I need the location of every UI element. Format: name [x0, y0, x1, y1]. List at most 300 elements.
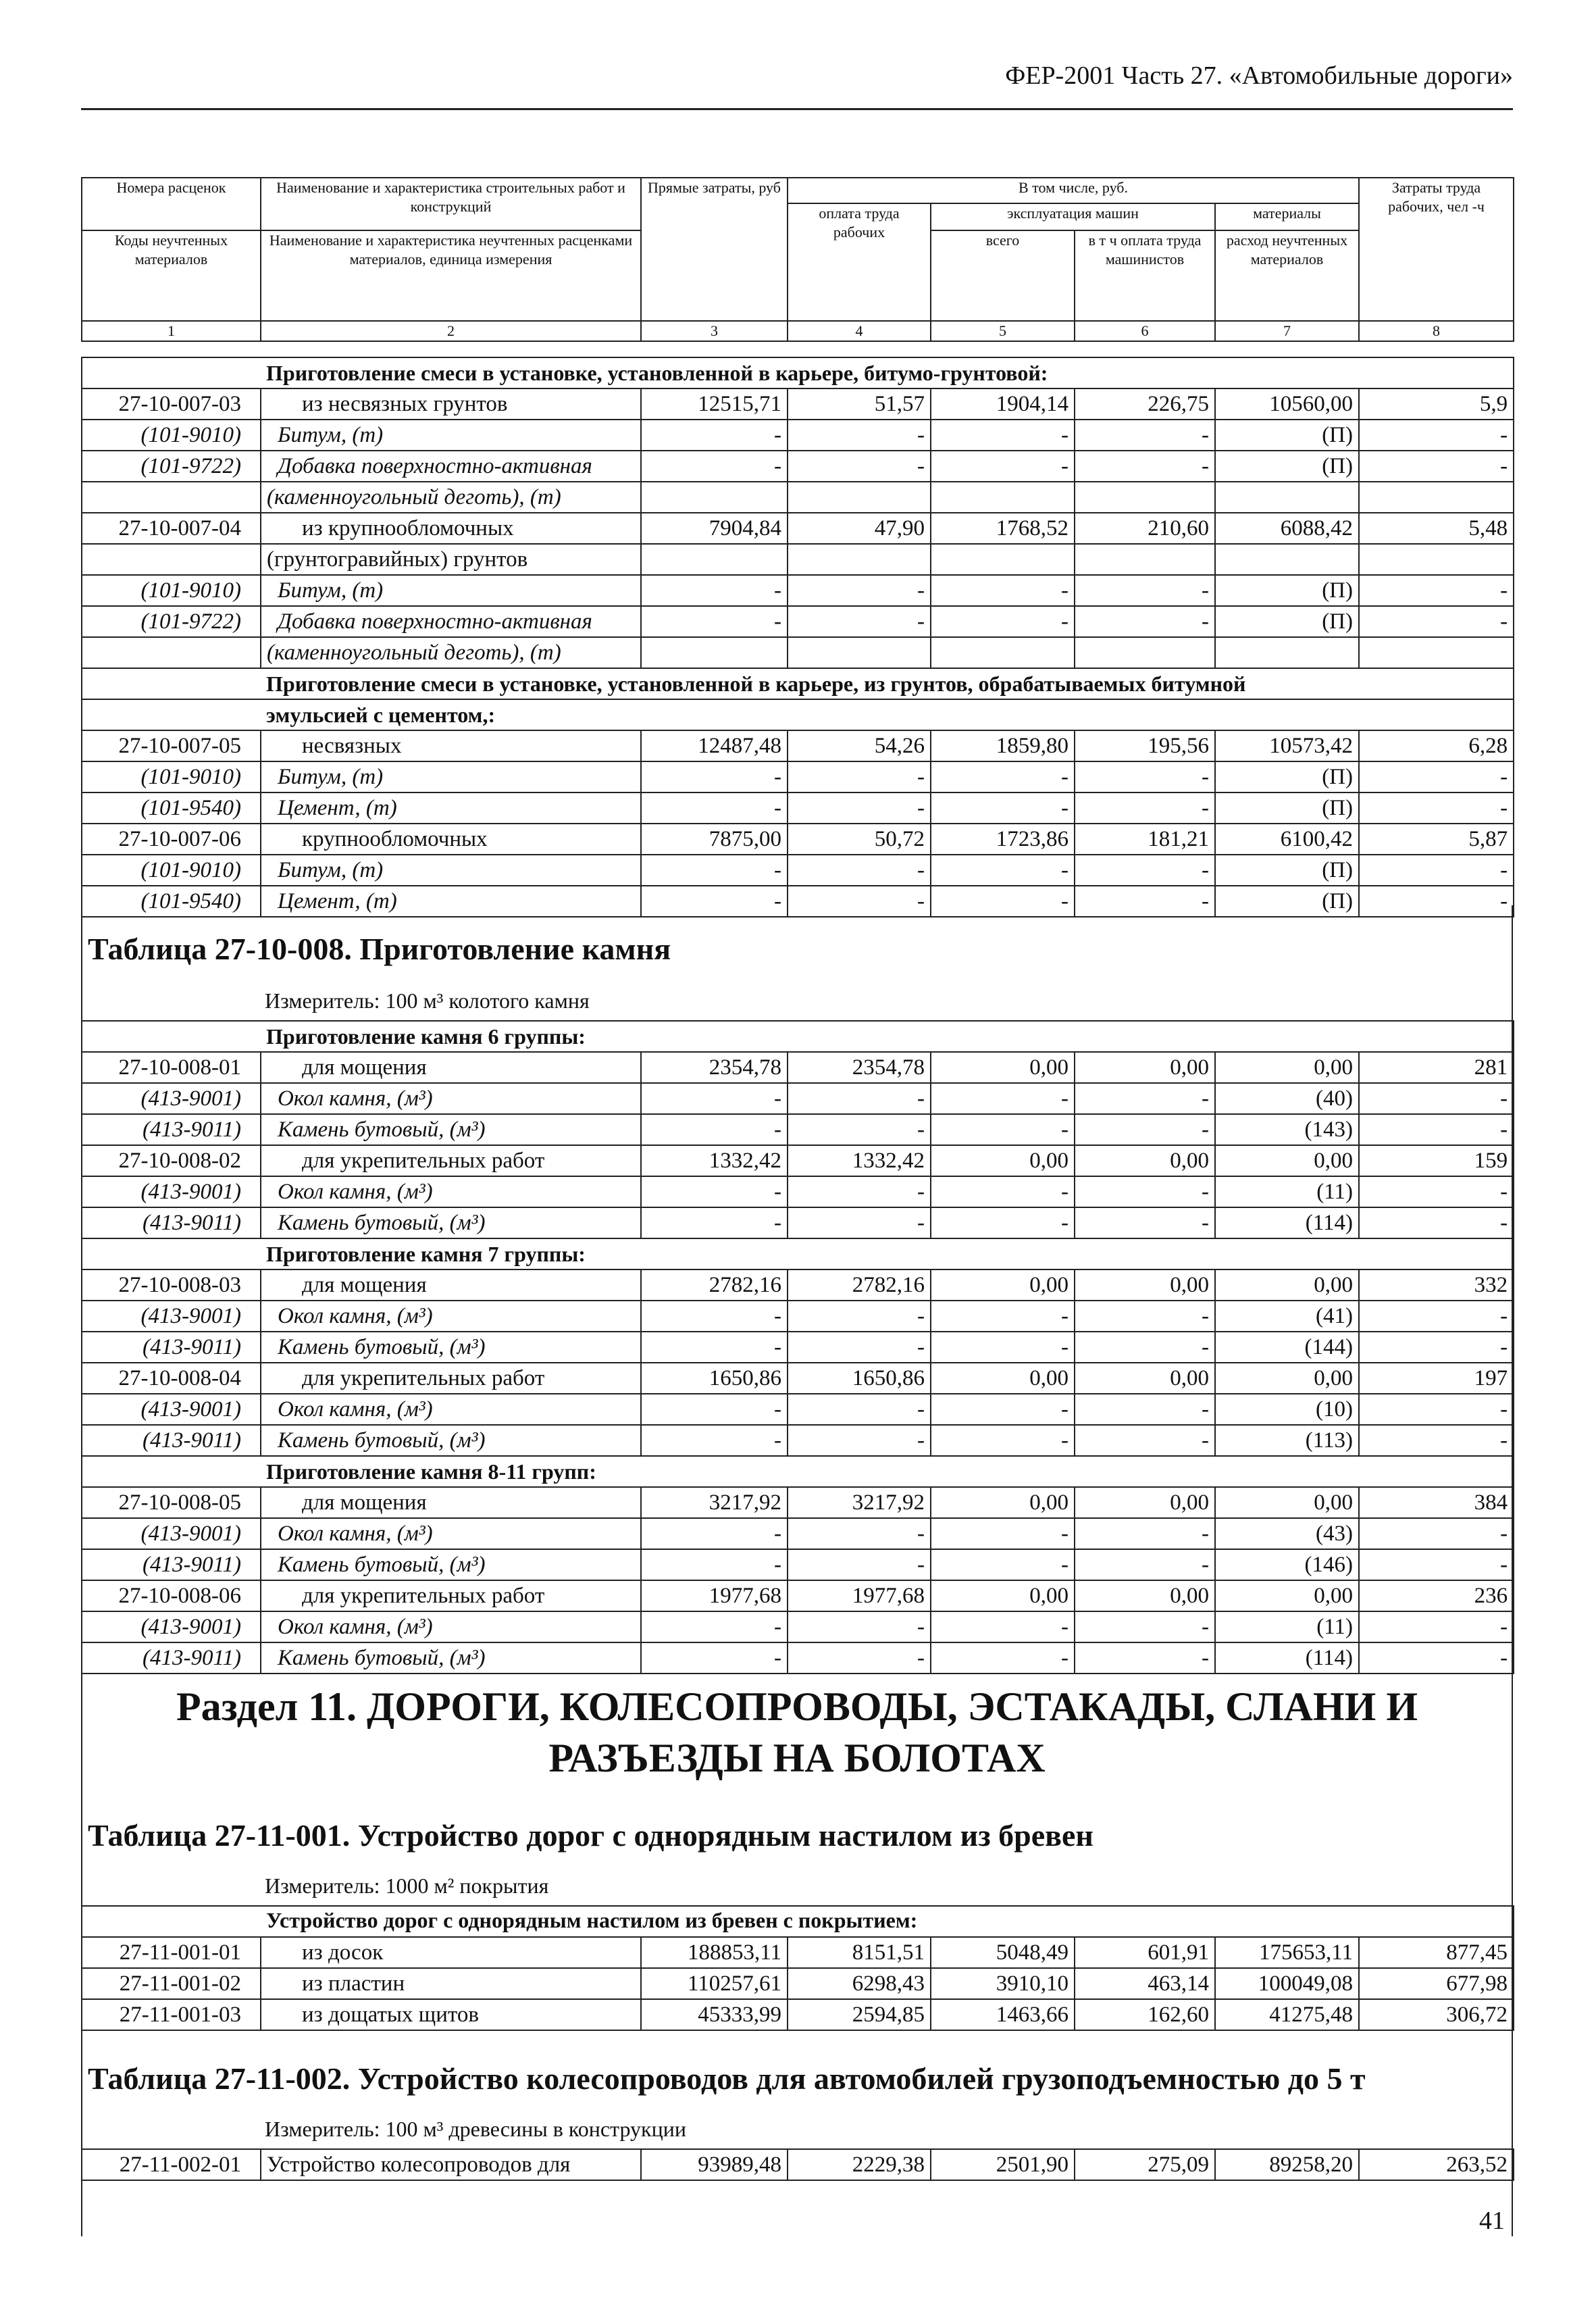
- hdr-material-names: Наименование и характеристика неучтенных расценками материалов, единица измерения: [261, 230, 641, 321]
- table-cell: 306,72: [1359, 1999, 1514, 2030]
- table-cell: -: [1075, 1332, 1215, 1363]
- table-cell: -: [641, 1642, 788, 1674]
- table-cell: -: [931, 1394, 1075, 1425]
- table-cell: (грунтогравийных) грунтов: [261, 544, 641, 575]
- table-cell: 1768,52: [931, 513, 1075, 544]
- table-cell: -: [931, 793, 1075, 824]
- table-cell: 332: [1359, 1269, 1514, 1301]
- table-cell: 0,00: [931, 1580, 1075, 1611]
- table-cell: (каменноугольный деготь), (т): [261, 637, 641, 668]
- table-cell: 175653,11: [1215, 1937, 1359, 1968]
- table-cell: -: [1359, 575, 1514, 606]
- table-row: [82, 1269, 1514, 1301]
- table-cell: 1332,42: [641, 1145, 788, 1176]
- table-27-11-001: [81, 1905, 1514, 2031]
- table-cell: -: [788, 575, 931, 606]
- table-cell: 8151,51: [788, 1937, 931, 1968]
- table-cell: (413-9011): [82, 1549, 261, 1580]
- table-cell: 93989,48: [641, 2149, 788, 2180]
- table-cell: 1977,68: [788, 1580, 931, 1611]
- table-row: [82, 1301, 1514, 1332]
- table-row: [82, 1363, 1514, 1394]
- table-cell: 8: [1359, 321, 1514, 341]
- table-cell: Битум, (т): [261, 761, 641, 793]
- table-cell: 7: [1215, 321, 1359, 341]
- table-cell: 5048,49: [931, 1937, 1075, 1968]
- section-heading: Устройство дорог с однорядным настилом из бревен с покрытием:: [261, 1906, 1514, 1937]
- table-cell: 0,00: [1075, 1363, 1215, 1394]
- table-cell: 2354,78: [641, 1052, 788, 1083]
- table-cell: 159: [1359, 1145, 1514, 1176]
- table-cell: Камень бутовый, (м³): [261, 1207, 641, 1238]
- table-cell: для мощения: [261, 1269, 641, 1301]
- table-cell: 1463,66: [931, 1999, 1075, 2030]
- table-cell: (43): [1215, 1518, 1359, 1549]
- table-cell: -: [1075, 1518, 1215, 1549]
- table-measure: Измеритель: 100 м³ колотого камня: [265, 988, 590, 1013]
- table-cell: (101-9540): [82, 793, 261, 824]
- table-cell: 2501,90: [931, 2149, 1075, 2180]
- table-row: [82, 1394, 1514, 1425]
- table-cell: Битум, (т): [261, 855, 641, 886]
- table-cell: 27-10-007-05: [82, 730, 261, 761]
- table-row: [82, 1176, 1514, 1207]
- table-cell: (101-9010): [82, 420, 261, 451]
- table-cell: (143): [1215, 1114, 1359, 1145]
- table-cell: -: [1075, 1083, 1215, 1114]
- table-cell: 1332,42: [788, 1145, 931, 1176]
- table-cell: -: [641, 1518, 788, 1549]
- table-row: [82, 1425, 1514, 1456]
- table-cell: (41): [1215, 1301, 1359, 1332]
- table-cell: 6298,43: [788, 1968, 931, 1999]
- table-cell: -: [788, 1083, 931, 1114]
- table-cell: (П): [1215, 420, 1359, 451]
- table-cell: 27-11-001-03: [82, 1999, 261, 2030]
- table-measure: Измеритель: 1000 м² покрытия: [265, 1873, 549, 1898]
- table-cell: (413-9001): [82, 1176, 261, 1207]
- table-cell: -: [931, 1549, 1075, 1580]
- table-cell: 2782,16: [641, 1269, 788, 1301]
- table-row: [82, 1580, 1514, 1611]
- table-cell: 1650,86: [788, 1363, 931, 1394]
- table-row: [82, 761, 1514, 793]
- table-cell: -: [1075, 451, 1215, 482]
- table-cell: -: [641, 1332, 788, 1363]
- table-cell: 2354,78: [788, 1052, 931, 1083]
- table-cell: -: [1075, 1301, 1215, 1332]
- table-cell: -: [931, 1642, 1075, 1674]
- table-cell: (11): [1215, 1611, 1359, 1642]
- table-cell: 7875,00: [641, 824, 788, 855]
- table-row: [82, 1968, 1514, 1999]
- table-cell: -: [1075, 1114, 1215, 1145]
- table-cell: -: [641, 1611, 788, 1642]
- table-cell: -: [641, 451, 788, 482]
- table-cell: 27-10-008-03: [82, 1269, 261, 1301]
- table-cell: -: [641, 1114, 788, 1145]
- table-cell: -: [641, 1207, 788, 1238]
- table-cell: 3: [641, 321, 788, 341]
- table-cell: -: [1359, 1332, 1514, 1363]
- table-cell: -: [641, 855, 788, 886]
- hdr-labor-hours: Затраты труда рабочих, чел -ч: [1359, 178, 1514, 321]
- table-cell: Добавка поверхностно-активная: [261, 451, 641, 482]
- table-cell: 27-10-007-06: [82, 824, 261, 855]
- table-row: [82, 1145, 1514, 1176]
- table-cell: 188853,11: [641, 1937, 788, 1968]
- table-cell: из дощатых щитов: [261, 1999, 641, 2030]
- table-cell: 6: [1075, 321, 1215, 341]
- table-cell: из пластин: [261, 1968, 641, 1999]
- table-cell: -: [1359, 1083, 1514, 1114]
- table-cell: Окол камня, (м³): [261, 1611, 641, 1642]
- table-cell: 0,00: [1075, 1269, 1215, 1301]
- table-cell: 877,45: [1359, 1937, 1514, 1968]
- table-cell: 0,00: [1215, 1487, 1359, 1518]
- table-cell: -: [788, 855, 931, 886]
- table-row: [82, 451, 1514, 482]
- table-cell: 0,00: [1215, 1052, 1359, 1083]
- table-row: [82, 2149, 1514, 2180]
- table-row: [82, 855, 1514, 886]
- table-cell: -: [931, 1114, 1075, 1145]
- table-cell: 281: [1359, 1052, 1514, 1083]
- table-cell: 1977,68: [641, 1580, 788, 1611]
- table-cell: (101-9010): [82, 761, 261, 793]
- table-cell: -: [1359, 1207, 1514, 1238]
- table-cell: -: [931, 1611, 1075, 1642]
- table-cell: 27-10-008-04: [82, 1363, 261, 1394]
- table-cell: 10560,00: [1215, 388, 1359, 420]
- table-cell: -: [641, 606, 788, 637]
- table-row: [82, 606, 1514, 637]
- table-cell: (413-9011): [82, 1425, 261, 1456]
- table-cell: -: [1075, 761, 1215, 793]
- table-cell: -: [1075, 1611, 1215, 1642]
- table-cell: 2229,38: [788, 2149, 931, 2180]
- table-cell: (10): [1215, 1394, 1359, 1425]
- table-cell: -: [1359, 420, 1514, 451]
- table-row: [82, 1642, 1514, 1674]
- table-cell: 12515,71: [641, 388, 788, 420]
- table-cell: -: [788, 606, 931, 637]
- table-row: [82, 730, 1514, 761]
- table-cell: -: [1075, 1176, 1215, 1207]
- hdr-codes: Номера расценок: [82, 178, 261, 230]
- table-row: [82, 793, 1514, 824]
- table-cell: 0,00: [931, 1052, 1075, 1083]
- section-title: [81, 1681, 1513, 1784]
- table-cell: -: [931, 1332, 1075, 1363]
- hdr-machinist-wages: в т ч оплата труда машинистов: [1075, 230, 1215, 321]
- table-row: [82, 388, 1514, 420]
- table-cell: 0,00: [1075, 1487, 1215, 1518]
- table-cell: -: [1359, 1176, 1514, 1207]
- table-cell: (413-9011): [82, 1207, 261, 1238]
- hdr-materials: материалы: [1215, 203, 1359, 230]
- table-cell: -: [1075, 1425, 1215, 1456]
- table-cell: 27-11-001-01: [82, 1937, 261, 1968]
- table-cell: -: [931, 855, 1075, 886]
- table-cell: -: [788, 1332, 931, 1363]
- table-row: [82, 575, 1514, 606]
- hdr-machines: эксплуатация машин: [931, 203, 1215, 230]
- table-cell: -: [788, 1611, 931, 1642]
- table-cell: Окол камня, (м³): [261, 1083, 641, 1114]
- table-cell: -: [1359, 855, 1514, 886]
- table-cell: -: [1359, 1394, 1514, 1425]
- table-cell: эмульсией с цементом,:: [261, 699, 1514, 730]
- table-cell: для укрепительных работ: [261, 1363, 641, 1394]
- table-cell: -: [1359, 793, 1514, 824]
- table-cell: 1904,14: [931, 388, 1075, 420]
- table-cell: -: [1359, 451, 1514, 482]
- table-cell: 0,00: [931, 1145, 1075, 1176]
- table-cell: (114): [1215, 1207, 1359, 1238]
- table-cell: -: [1075, 886, 1215, 917]
- table-cell: 1723,86: [931, 824, 1075, 855]
- table-cell: -: [641, 1083, 788, 1114]
- table-cell: 12487,48: [641, 730, 788, 761]
- table-row: [82, 1937, 1514, 1968]
- table-cell: 0,00: [1215, 1580, 1359, 1611]
- table-cell: -: [1075, 420, 1215, 451]
- table-title: Таблица 27-11-001. Устройство дорог с однорядным настилом из бревен: [88, 1818, 1093, 1853]
- table-cell: Раздел 11. ДОРОГИ, КОЛЕСОПРОВОДЫ, ЭСТАКАДЫ, СЛАНИ И: [176, 1684, 1418, 1729]
- table-cell: (413-9011): [82, 1642, 261, 1674]
- table-cell: из крупнообломочных: [261, 513, 641, 544]
- table-cell: 3217,92: [641, 1487, 788, 1518]
- table-cell: -: [1359, 1114, 1514, 1145]
- column-header: [81, 177, 1514, 342]
- table-cell: 3910,10: [931, 1968, 1075, 1999]
- table-row: [82, 1518, 1514, 1549]
- table-cell: 6088,42: [1215, 513, 1359, 544]
- table-cell: -: [931, 1301, 1075, 1332]
- table-cell: (П): [1215, 606, 1359, 637]
- table-cell: крупнообломочных: [261, 824, 641, 855]
- table-cell: 27-10-008-01: [82, 1052, 261, 1083]
- table-cell: -: [931, 1207, 1075, 1238]
- table-cell: Окол камня, (м³): [261, 1301, 641, 1332]
- table-cell: 6,28: [1359, 730, 1514, 761]
- table-cell: -: [788, 886, 931, 917]
- table-cell: Окол камня, (м³): [261, 1176, 641, 1207]
- table-cell: 463,14: [1075, 1968, 1215, 1999]
- table-cell: Камень бутовый, (м³): [261, 1114, 641, 1145]
- table-cell: из несвязных грунтов: [261, 388, 641, 420]
- table-cell: -: [641, 1549, 788, 1580]
- hdr-material-codes: Коды неучтенных материалов: [82, 230, 261, 321]
- table-cell: 27-10-008-02: [82, 1145, 261, 1176]
- table-cell: -: [1359, 1518, 1514, 1549]
- table-cell: -: [1359, 1642, 1514, 1674]
- table-cell: (каменноугольный деготь), (т): [261, 482, 641, 513]
- table-cell: -: [1359, 1425, 1514, 1456]
- table-row: [82, 513, 1514, 544]
- table-cell: -: [931, 1176, 1075, 1207]
- table-cell: -: [931, 606, 1075, 637]
- group-heading: Приготовление камня 6 группы:: [261, 1021, 1514, 1052]
- table-cell: РАЗЪЕЗДЫ НА БОЛОТАХ: [548, 1736, 1046, 1780]
- table-cell: -: [788, 1549, 931, 1580]
- table-cell: 181,21: [1075, 824, 1215, 855]
- table-cell: 110257,61: [641, 1968, 788, 1999]
- table-cell: Добавка поверхностно-активная: [261, 606, 641, 637]
- table-cell: 0,00: [931, 1269, 1075, 1301]
- table-row: [82, 1999, 1514, 2030]
- table-cell: (113): [1215, 1425, 1359, 1456]
- table-cell: 50,72: [788, 824, 931, 855]
- page-header: ФЕР-2001 Часть 27. «Автомобильные дороги»: [1005, 61, 1513, 90]
- table-cell: 100049,08: [1215, 1968, 1359, 1999]
- table-cell: -: [641, 886, 788, 917]
- table-row: [82, 886, 1514, 917]
- table-row: [82, 1611, 1514, 1642]
- table-cell: Устройство колесопроводов для: [261, 2149, 641, 2180]
- table-cell: 1: [82, 321, 261, 341]
- table-cell: 0,00: [1215, 1363, 1359, 1394]
- table-cell: (101-9722): [82, 451, 261, 482]
- table-cell: для мощения: [261, 1487, 641, 1518]
- table-cell: 263,52: [1359, 2149, 1514, 2180]
- table-cell: -: [1359, 1549, 1514, 1580]
- table-cell: -: [931, 761, 1075, 793]
- page-number: 41: [1479, 2207, 1505, 2235]
- table-cell: 54,26: [788, 730, 931, 761]
- table-row: [82, 1332, 1514, 1363]
- table-cell: (413-9001): [82, 1611, 261, 1642]
- table-cell: 47,90: [788, 513, 931, 544]
- hdr-incl: В том числе, руб.: [788, 178, 1359, 203]
- table-27-10-008: [81, 1020, 1514, 1674]
- table-row: [82, 824, 1514, 855]
- table-cell: -: [788, 420, 931, 451]
- table-row: [82, 1487, 1514, 1518]
- table-cell: 27-10-007-03: [82, 388, 261, 420]
- table-cell: (П): [1215, 575, 1359, 606]
- table-cell: -: [788, 1207, 931, 1238]
- table-cell: (11): [1215, 1176, 1359, 1207]
- table-cell: -: [788, 761, 931, 793]
- table-cell: 601,91: [1075, 1937, 1215, 1968]
- table-cell: -: [1359, 1611, 1514, 1642]
- table-cell: (101-9010): [82, 855, 261, 886]
- table-cell: (413-9001): [82, 1394, 261, 1425]
- table-row: [82, 1083, 1514, 1114]
- table-row: [82, 1207, 1514, 1238]
- table-cell: 27-11-001-02: [82, 1968, 261, 1999]
- table-cell: (413-9001): [82, 1518, 261, 1549]
- table-cell: 0,00: [1215, 1269, 1359, 1301]
- table-cell: (П): [1215, 793, 1359, 824]
- table-cell: 6100,42: [1215, 824, 1359, 855]
- table-cell: 27-11-002-01: [82, 2149, 261, 2180]
- table-cell: (П): [1215, 761, 1359, 793]
- table-cell: -: [1359, 1301, 1514, 1332]
- table-cell: -: [931, 886, 1075, 917]
- group-heading: Приготовление камня 7 группы:: [261, 1238, 1514, 1269]
- table-cell: -: [1359, 761, 1514, 793]
- table-cell: Цемент, (т): [261, 793, 641, 824]
- table-cell: Камень бутовый, (м³): [261, 1332, 641, 1363]
- table-cell: -: [788, 1642, 931, 1674]
- table-cell: -: [931, 1425, 1075, 1456]
- table-cell: 2782,16: [788, 1269, 931, 1301]
- table-cell: 0,00: [1075, 1145, 1215, 1176]
- table-cell: 0,00: [1075, 1580, 1215, 1611]
- table-cell: 10573,42: [1215, 730, 1359, 761]
- table-cell: 45333,99: [641, 1999, 788, 2030]
- table-row: [82, 1114, 1514, 1145]
- table-cell: -: [931, 420, 1075, 451]
- table-cell: 0,00: [931, 1363, 1075, 1394]
- table-cell: 384: [1359, 1487, 1514, 1518]
- table-cell: 2594,85: [788, 1999, 931, 2030]
- table-cell: (146): [1215, 1549, 1359, 1580]
- table-cell: -: [1075, 1549, 1215, 1580]
- table-cell: 27-10-007-04: [82, 513, 261, 544]
- table-cell: 226,75: [1075, 388, 1215, 420]
- table-cell: -: [641, 1425, 788, 1456]
- table-cell: -: [1359, 606, 1514, 637]
- table-cell: Битум, (т): [261, 420, 641, 451]
- table-cell: -: [1075, 855, 1215, 886]
- group-heading: Приготовление камня 8-11 групп:: [261, 1456, 1514, 1487]
- table-cell: 41275,48: [1215, 1999, 1359, 2030]
- hdr-direct: Прямые затраты, руб: [641, 178, 788, 321]
- table-cell: 51,57: [788, 388, 931, 420]
- column-numbers: [82, 321, 1514, 341]
- table-cell: -: [788, 1425, 931, 1456]
- table-cell: (101-9540): [82, 886, 261, 917]
- table-cell: (413-9001): [82, 1083, 261, 1114]
- table-cell: 162,60: [1075, 1999, 1215, 2030]
- table-cell: -: [931, 575, 1075, 606]
- table-cell: -: [1075, 1394, 1215, 1425]
- table-cell: 1859,80: [931, 730, 1075, 761]
- table-cell: (144): [1215, 1332, 1359, 1363]
- table-cell: (413-9001): [82, 1301, 261, 1332]
- table-cell: 0,00: [1075, 1052, 1215, 1083]
- table-cell: для мощения: [261, 1052, 641, 1083]
- table-cell: Цемент, (т): [261, 886, 641, 917]
- table-cell: 197: [1359, 1363, 1514, 1394]
- table-cell: -: [931, 451, 1075, 482]
- table-cell: 210,60: [1075, 513, 1215, 544]
- table-cell: 2: [261, 321, 641, 341]
- table-cell: несвязных: [261, 730, 641, 761]
- table-cell: 4: [788, 321, 931, 341]
- section-heading: Приготовление смеси в установке, установленной в карьере, битумо-грунтовой:: [261, 357, 1514, 388]
- table-cell: 5,48: [1359, 513, 1514, 544]
- hdr-unaccounted: расход неучтенных материалов: [1215, 230, 1359, 321]
- table-cell: 0,00: [931, 1487, 1075, 1518]
- table-cell: -: [931, 1518, 1075, 1549]
- table-cell: 5,87: [1359, 824, 1514, 855]
- table-cell: -: [788, 793, 931, 824]
- table-cell: -: [1075, 606, 1215, 637]
- table-cell: из досок: [261, 1937, 641, 1968]
- table-cell: 7904,84: [641, 513, 788, 544]
- table-cell: -: [788, 1114, 931, 1145]
- table-cell: 89258,20: [1215, 2149, 1359, 2180]
- table-row: [82, 420, 1514, 451]
- table-title: Таблица 27-11-002. Устройство колесопроводов для автомобилей грузоподъемностью до 5 т: [88, 2061, 1366, 2096]
- table-title: Таблица 27-10-008. Приготовление камня: [88, 932, 671, 966]
- table-27-10-007-body: [81, 357, 1514, 917]
